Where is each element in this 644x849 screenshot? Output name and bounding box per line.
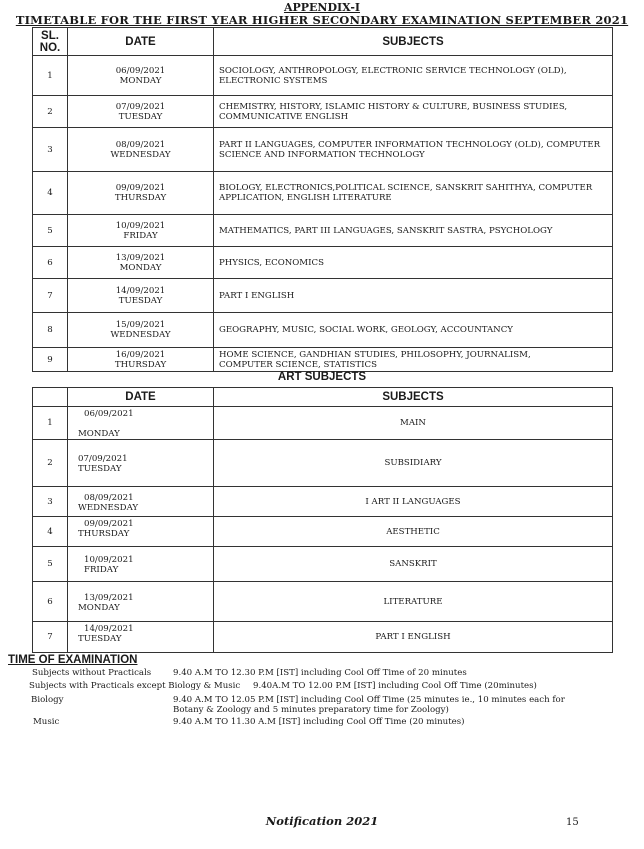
row-subject: SANSKRIT	[214, 547, 613, 582]
table-header-row	[33, 28, 613, 56]
row-date: 09/09/2021 THURSDAY	[68, 517, 214, 547]
row-subject: LITERATURE	[214, 582, 613, 622]
row-subjects: GEOGRAPHY, MUSIC, SOCIAL WORK, GEOLOGY, ACCOUNTANCY	[214, 313, 613, 348]
row-sl-no: 2	[33, 96, 68, 128]
row-subjects: SOCIOLOGY, ANTHROPOLOGY, ELECTRONIC SERVICE TECHNOLOGY (OLD), ELECTRONIC SYSTEMS	[214, 56, 613, 96]
row-subjects: MATHEMATICS, PART III LANGUAGES, SANSKRIT SASTRA, PSYCHOLOGY	[214, 215, 613, 247]
row-sl-no: 5	[33, 547, 68, 582]
exam-time-value: 9.40A.M TO 12.00 P.M [IST] including Cool Off Time (20minutes)	[253, 681, 537, 691]
row-subjects: CHEMISTRY, HISTORY, ISLAMIC HISTORY & CULTURE, BUSINESS STUDIES, COMMUNICATIVE ENGLISH	[214, 96, 613, 128]
row-sl-no: 3	[33, 128, 68, 172]
art-subjects-title: ART SUBJECTS	[277, 371, 367, 383]
row-sl-no: 5	[33, 215, 68, 247]
table-row	[33, 622, 613, 653]
row-date: 15/09/2021 WEDNESDAY	[68, 313, 214, 348]
appendix-label: APPENDIX-I	[283, 1, 361, 14]
date-header: DATE	[68, 28, 214, 56]
table-row	[33, 407, 613, 440]
date-header: DATE	[68, 388, 214, 407]
page-title: TIMETABLE FOR THE FIRST YEAR HIGHER SECONDARY EXAMINATION SEPTEMBER 2021	[15, 13, 629, 27]
row-sl-no: 4	[33, 517, 68, 547]
exam-time-value: 9.40 A.M TO 11.30 A.M [IST] including Cool Off Time (20 minutes)	[173, 717, 465, 727]
row-sl-no: 2	[33, 440, 68, 487]
row-subjects: PHYSICS, ECONOMICS	[214, 247, 613, 279]
row-subject: SUBSIDIARY	[214, 440, 613, 487]
table-row	[33, 128, 613, 172]
row-subject: MAIN	[214, 407, 613, 440]
footer-title: Notification 2021	[265, 814, 379, 828]
main-timetable	[32, 27, 613, 372]
row-subjects: HOME SCIENCE, GANDHIAN STUDIES, PHILOSOPHY, JOURNALISM, COMPUTER SCIENCE, STATISTICS	[214, 348, 613, 372]
row-sl-no: 3	[33, 487, 68, 517]
row-date: 07/09/2021 TUESDAY	[68, 96, 214, 128]
row-date: 09/09/2021 THURSDAY	[68, 172, 214, 215]
sl-no-header	[33, 388, 68, 407]
subjects-header: SUBJECTS	[214, 388, 613, 407]
row-sl-no: 1	[33, 407, 68, 440]
row-date: 10/09/2021 FRIDAY	[68, 547, 214, 582]
row-date: 16/09/2021 THURSDAY	[68, 348, 214, 372]
row-sl-no: 7	[33, 279, 68, 313]
row-sl-no: 6	[33, 247, 68, 279]
row-date: 13/09/2021 MONDAY	[68, 247, 214, 279]
row-date: 08/09/2021 WEDNESDAY	[68, 128, 214, 172]
row-subjects: BIOLOGY, ELECTRONICS,POLITICAL SCIENCE, SANSKRIT SAHITHYA, COMPUTER APPLICATION, ENGLISH LITERATURE	[214, 172, 613, 215]
table-header-row	[33, 388, 613, 407]
table-row	[33, 547, 613, 582]
art-timetable	[32, 387, 613, 653]
exam-time-label: Subjects with Practicals except Biology & Music	[29, 681, 241, 691]
row-sl-no: 4	[33, 172, 68, 215]
exam-time-label: Music	[33, 717, 60, 727]
row-date: 06/09/2021 MONDAY	[68, 56, 214, 96]
table-row	[33, 247, 613, 279]
table-row	[33, 517, 613, 547]
exam-time-value: 9.40 A.M TO 12.30 P.M [IST] including Cool Off Time of 20 minutes	[173, 668, 467, 678]
table-row	[33, 96, 613, 128]
subjects-header: SUBJECTS	[214, 28, 613, 56]
exam-time-label: Biology	[31, 695, 64, 705]
row-date: 08/09/2021 WEDNESDAY	[68, 487, 214, 517]
row-sl-no: 1	[33, 56, 68, 96]
table-row	[33, 279, 613, 313]
row-sl-no: 8	[33, 313, 68, 348]
row-date: 14/09/2021 TUESDAY	[68, 279, 214, 313]
row-date: 13/09/2021 MONDAY	[68, 582, 214, 622]
row-sl-no: 6	[33, 582, 68, 622]
table-row	[33, 348, 613, 372]
table-row	[33, 440, 613, 487]
table-row	[33, 582, 613, 622]
row-date: 07/09/2021 TUESDAY	[68, 440, 214, 487]
row-subjects: PART II LANGUAGES, COMPUTER INFORMATION TECHNOLOGY (OLD), COMPUTER SCIENCE AND INFORMATION TECHNOLOGY	[214, 128, 613, 172]
row-subject: PART I ENGLISH	[214, 622, 613, 653]
row-sl-no: 7	[33, 622, 68, 653]
row-subjects: PART I ENGLISH	[214, 279, 613, 313]
table-row	[33, 313, 613, 348]
exam-time-label: Subjects without Practicals	[32, 668, 152, 678]
sl-no-header: SL. NO.	[33, 28, 68, 56]
table-row	[33, 172, 613, 215]
page-number: 15	[566, 817, 579, 828]
time-of-exam-heading: TIME OF EXAMINATION	[8, 654, 138, 666]
row-subject: AESTHETIC	[214, 517, 613, 547]
row-date: 14/09/2021 TUESDAY	[68, 622, 214, 653]
row-date: 06/09/2021 MONDAY	[68, 407, 214, 440]
table-row	[33, 56, 613, 96]
table-row	[33, 487, 613, 517]
row-date: 10/09/2021 FRIDAY	[68, 215, 214, 247]
table-row	[33, 215, 613, 247]
row-sl-no: 9	[33, 348, 68, 372]
row-subject: I ART II LANGUAGES	[214, 487, 613, 517]
exam-time-value: 9.40 A.M TO 12.05 P.M [IST] including Cool Off Time (25 minutes ie., 10 minutes each for Botany & Zoology and 5 minutes preparatory time for Zoology)	[173, 695, 565, 715]
